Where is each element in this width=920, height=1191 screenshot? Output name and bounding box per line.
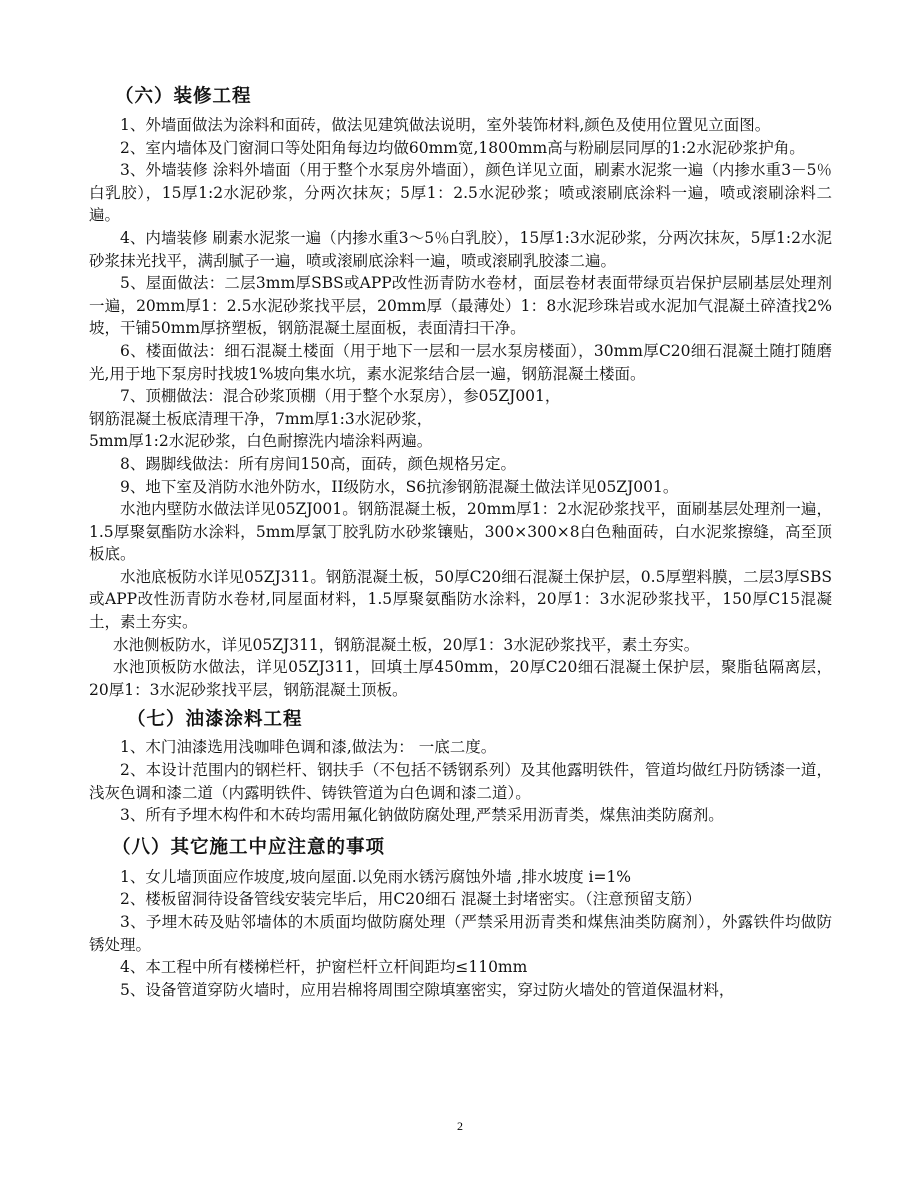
- paragraph: 8、踢脚线做法：所有房间150高，面砖，颜色规格另定。: [120, 454, 516, 473]
- paragraph: 5、屋面做法：二层3mm厚SBS或APP改性沥青防水卷材，面层卷材表面带绿页岩保护层刷基层处理剂一遍，20mm厚1：2.5水泥砂浆找平层，20mm厚（最薄处）1：8水泥珍珠岩或水泥加气混凝土碎渣找2%坡，干铺50mm厚挤塑板，钢筋混凝土屋面板，表面清扫干净。: [89, 274, 832, 338]
- paragraph: 9、地下室及消防水池外防水，II级防水，S6抗渗钢筋混凝土做法详见05ZJ001。: [120, 477, 679, 496]
- paragraph: 5mm厚1:2水泥砂浆，白色耐擦洗内墙涂料两遍。: [89, 432, 433, 451]
- paragraph: 水池顶板防水做法，详见05ZJ311，回填土厚450mm，20厚C20细石混凝土保护层，聚脂毡隔离层，20厚1：3水泥砂浆找平层，钢筋混凝土顶板。: [89, 658, 832, 699]
- paragraph: 2、本设计范围内的钢栏杆、钢扶手（不包括不锈钢系列）及其他露明铁件，管道均做红丹防锈漆一道，浅灰色调和漆二道（内露明铁件、铸铁管道为白色调和漆二道）。: [89, 761, 832, 802]
- paragraph: 2、楼板留洞待设备管线安装完毕后，用C20细石 混凝土封堵密实。（注意预留支筋）: [120, 890, 702, 909]
- section-heading: （六）装修工程: [115, 86, 252, 107]
- paragraph: 水池侧板防水，详见05ZJ311，钢筋混凝土板，20厚1：3水泥砂浆找平，素土夯实。: [113, 635, 700, 654]
- paragraph: 4、内墙装修 刷素水泥浆一遍（内掺水重3～5％白乳胶），15厚1:3水泥砂浆，分两次抹灰，5厚1:2水泥砂浆抹光找平，满刮腻子一遍，喷或滚刷底涂料一遍，喷或滚刷乳胶漆二遍。: [89, 228, 832, 270]
- paragraph: 4、本工程中所有楼梯栏杆，护窗栏杆立杆间距均≤110mm: [120, 958, 528, 977]
- paragraph: 1、木门油漆选用浅咖啡色调和漆,做法为： 一底二度。: [120, 738, 497, 757]
- paragraph: 钢筋混凝土板底清理干净，7mm厚1:3水泥砂浆，: [89, 409, 433, 428]
- section-other-notes: [89, 833, 832, 1002]
- section-heading: （七）油漆涂料工程: [127, 709, 303, 731]
- page-number: 2: [457, 1119, 463, 1133]
- paragraph: 2、室内墙体及门窗洞口等处阳角每边均做60mm宽,1800mm高与粉刷层同厚的1:2水泥砂浆护角。: [120, 138, 805, 157]
- paragraph: 3、外墙装修 涂料外墙面（用于整个水泵房外墙面），颜色详见立面，刷素水泥浆一遍（内掺水重3－5％白乳胶），15厚1:2水泥砂浆，分两次抹灰；5厚1：2.5水泥砂浆；喷或滚刷底涂料一遍，喷或滚刷涂料二遍。: [89, 161, 832, 225]
- paragraph: 水池内壁防水做法详见05ZJ001。钢筋混凝土板，20mm厚1：2水泥砂浆找平，面刷基层处理剂一遍，1.5厚聚氨酯防水涂料，5mm厚氯丁胶乳防水砂浆镶贴，300×300×8白色釉面砖，白水泥浆擦缝，高至顶板底。: [89, 500, 832, 564]
- paragraph: 水池底板防水详见05ZJ311。钢筋混凝土板，50厚C20细石混凝土保护层，0.5厚塑料膜，二层3厚SBS或APP改性沥青防水卷材,同屋面材料，1.5厚聚氨酯防水涂料，20厚1：3水泥砂浆找平，150厚C15混凝土，素土夯实。: [89, 567, 832, 632]
- paragraph: 5、设备管道穿防火墙时，应用岩棉将周围空隙填塞密实，穿过防火墙处的管道保温材料，: [120, 980, 735, 999]
- paragraph: 1、女儿墙顶面应作坡度,坡向屋面.以免雨水锈污腐蚀外墙 ,排水坡度 i=1%: [120, 867, 632, 886]
- paragraph: 7、顶棚做法：混合砂浆顶棚（用于整个水泵房），参05ZJ001，: [120, 387, 561, 406]
- paragraph: 3、所有予埋木构件和木砖均需用氟化钠做防腐处理,严禁采用沥青类，煤焦油类防腐剂。: [120, 806, 724, 825]
- paragraph: 3、予埋木砖及贴邻墙体的木质面均做防腐处理（严禁采用沥青类和煤焦油类防腐剂），外露铁件均做防锈处理。: [89, 913, 832, 954]
- paragraph: 6、楼面做法：细石混凝土楼面（用于地下一层和一层水泵房楼面），30mm厚C20细石混凝土随打随磨光,用于地下泵房时找坡1%坡向集水坑，素水泥浆结合层一遍，钢筋混凝土楼面。: [89, 341, 832, 383]
- paragraph: 1、外墙面做法为涂料和面砖，做法见建筑做法说明，室外装饰材料,颜色及使用位置见立面图。: [120, 116, 771, 134]
- section-painting: [89, 705, 832, 826]
- section-decoration: [89, 82, 832, 701]
- section-heading: （八）其它施工中应注意的事项: [112, 836, 386, 858]
